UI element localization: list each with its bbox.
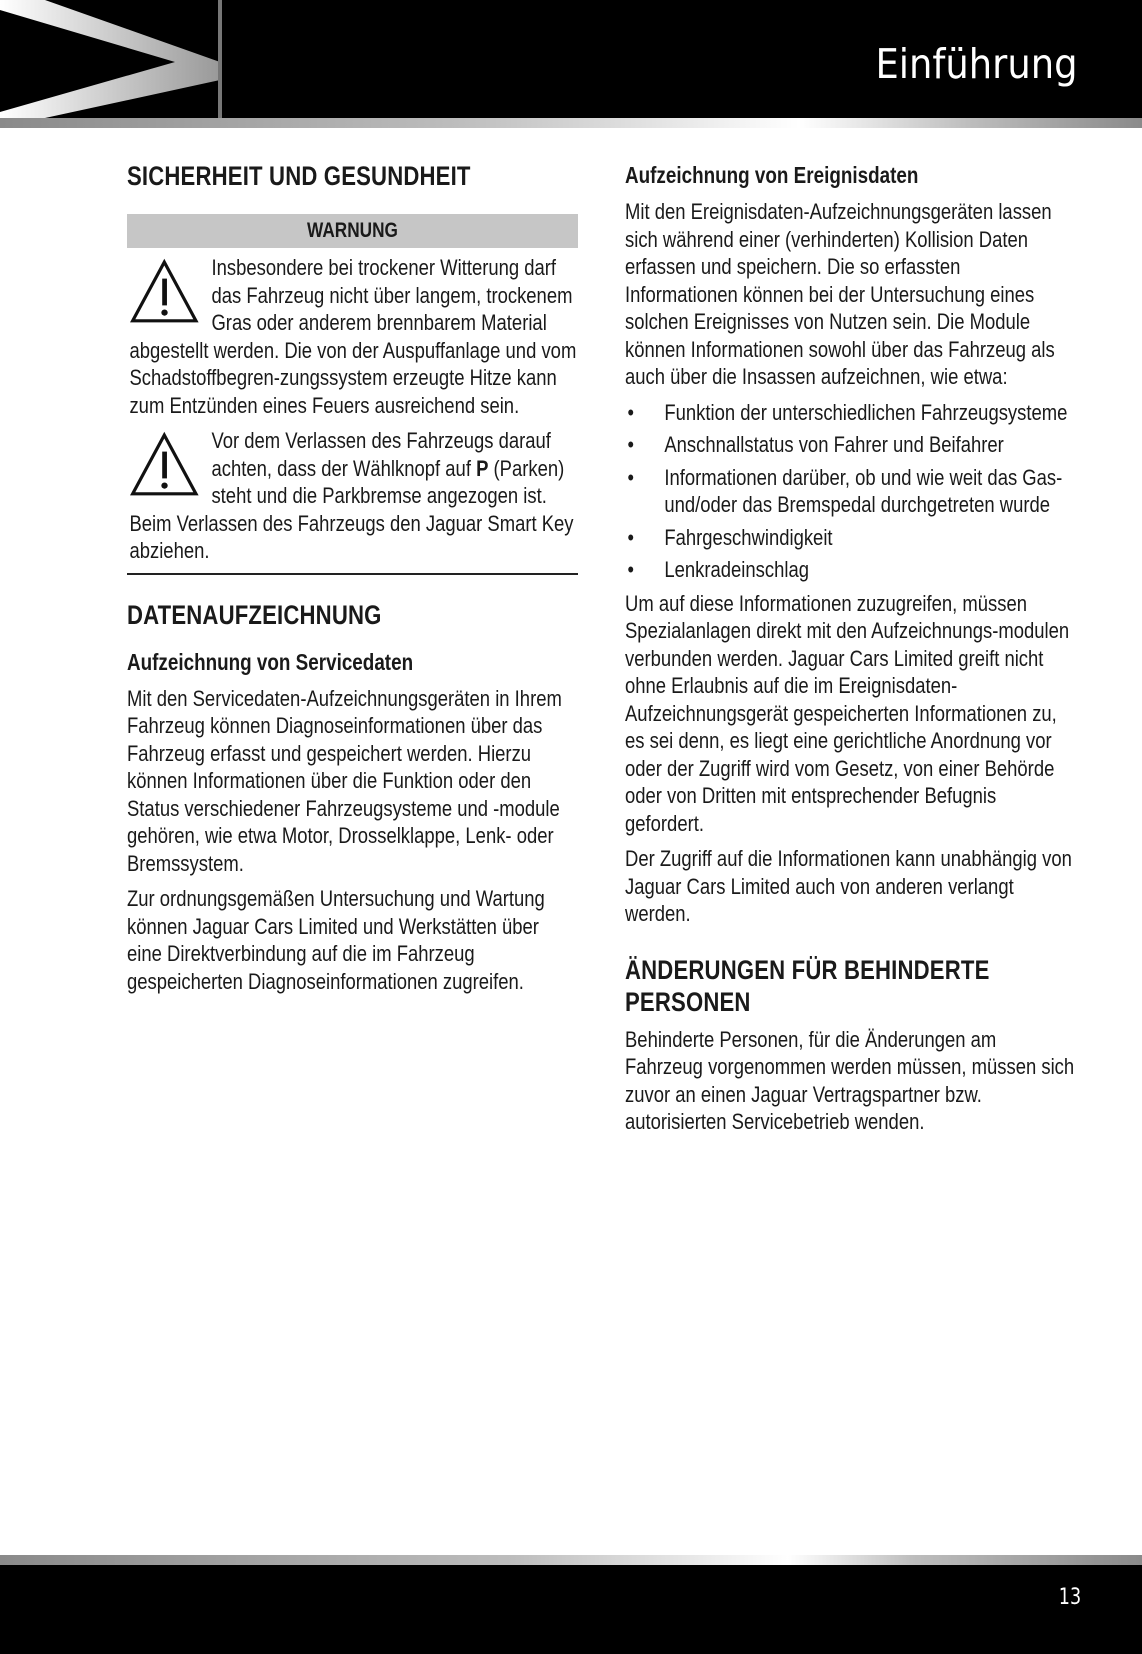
subsection-title-service-data: Aufzeichnung von Servicedaten (127, 648, 414, 675)
bullet-icon: • (627, 432, 634, 457)
bullet-icon: • (627, 524, 634, 550)
right-column (625, 160, 1076, 1144)
paragraph: Mit den Ereignisdaten-Aufzeichnungsgeräten lassen sich während einer (verhinderten) Kollision Daten erfassen und speichern. Die so erfassten Informationen können bei der Untersuchung eines solchen Ereignisses von Nutzen sein. Die Module können Informationen sowohl über das Fahrzeug als auch über die Insassen aufzeichnen, wie etwa: (625, 199, 1055, 389)
paragraph: Der Zugriff auf die Informationen kann unabhängig von Jaguar Cars Limited auch von anderen verlangt werden. (625, 846, 1072, 926)
paragraph: Behinderte Personen, für die Änderungen am Fahrzeug vorgenommen werden müssen, müssen sich zuvor an einen Jaguar Vertragspartner bzw. autorisierten Servicebetrieb wenden. (625, 1026, 1075, 1134)
warning-item (127, 254, 578, 419)
warning-text: Insbesondere bei trockener Witterung darf das Fahrzeug nicht über langem, trockenem Gras oder anderem brennbarem Material abgestellt werden. Die von der Auspuffanlage und vom Schadstoffbegren-zungssystem erzeugte Hitze kann zum Entzünden eines Feuers ausreichend sein. (129, 255, 577, 418)
warning-label: WARNUNG (127, 214, 578, 248)
left-column (127, 160, 578, 1003)
warning-text: Vor dem Verlassen des Fahrzeugs darauf achten, dass der Wählknopf auf (211, 428, 551, 481)
paragraph: Um auf diese Informationen zuzugreifen, müssen Spezialanlagen direkt mit den Aufzeichnungs-modulen verbunden werden. Jaguar Cars Limited greift nicht ohne Erlaubnis auf die im Ereignisdaten-Aufzeichnungsgerät gespeicherten Informationen zu, es sei denn, es liegt eine gerichtliche Anordnung vor oder der Zugriff wird vom Gesetz, von einer Behörde oder von Dritten mit entsprechender Befugnis gefordert. (625, 590, 1070, 836)
list-item-text: Funktion der unterschiedlichen Fahrzeugsysteme (664, 399, 1068, 425)
page-number: 13 (1058, 1585, 1082, 1610)
paragraph: Mit den Servicedaten-Aufzeichnungsgeräten in Ihrem Fahrzeug können Diagnoseinformationen über das Fahrzeug erfasst und gespeichert werden. Hierzu können Informationen über die Funktion oder den Status verschiedener Fahrzeugsysteme und -module gehören, wie etwa Motor, Drosselklappe, Lenk- oder Bremssystem. (127, 685, 562, 876)
list-item (625, 464, 1076, 519)
header-gradient-bar (0, 118, 1142, 128)
list-item (625, 556, 1076, 584)
section-title-data-recording: DATENAUFZEICHNUNG (127, 599, 382, 630)
list-item-text: Anschnallstatus von Fahrer und Beifahrer (664, 432, 1004, 457)
chevron-logo-icon (0, 0, 225, 118)
bullet-icon: • (627, 464, 634, 490)
header-divider (218, 0, 222, 118)
paragraph: Zur ordnungsgemäßen Untersuchung und Wartung können Jaguar Cars Limited und Werkstätten über eine Direktverbindung auf die im Fahrzeug gespeicherten Diagnoseinformationen zugreifen. (127, 886, 545, 994)
warning-item (127, 427, 578, 565)
bullet-icon: • (627, 557, 634, 582)
subsection-title-event-data: Aufzeichnung von Ereignisdaten (625, 162, 919, 188)
warning-text: (Parken) steht und die Parkbremse angezogen ist. Beim Verlassen des Fahrzeugs den Jaguar Smart Key abziehen. (129, 455, 574, 563)
gear-p-label: P (476, 455, 489, 481)
chapter-title: Einführung (875, 40, 1078, 88)
section-title-safety: SICHERHEIT UND GESUNDHEIT (127, 161, 471, 191)
warning-triangle-icon (129, 431, 199, 499)
bullet-icon: • (627, 399, 634, 425)
list-item (625, 431, 1076, 459)
warning-triangle-icon (129, 258, 199, 326)
warning-end-rule (127, 573, 578, 575)
section-title-disability-modifications: ÄNDERUNGEN FÜR BEHINDERTE PERSONEN (625, 954, 990, 1017)
page-header (0, 0, 1142, 118)
list-item (625, 524, 1076, 552)
list-item-text: Fahrgeschwindigkeit (664, 524, 833, 550)
list-item-text: Informationen darüber, ob und wie weit das Gas- und/oder das Bremspedal durchgetreten wurde (664, 464, 1063, 517)
list-item-text: Lenkradeinschlag (664, 557, 809, 582)
bullet-list (625, 399, 1076, 584)
page-footer (0, 1565, 1142, 1654)
list-item (625, 399, 1076, 427)
footer-gradient-bar (0, 1555, 1142, 1565)
